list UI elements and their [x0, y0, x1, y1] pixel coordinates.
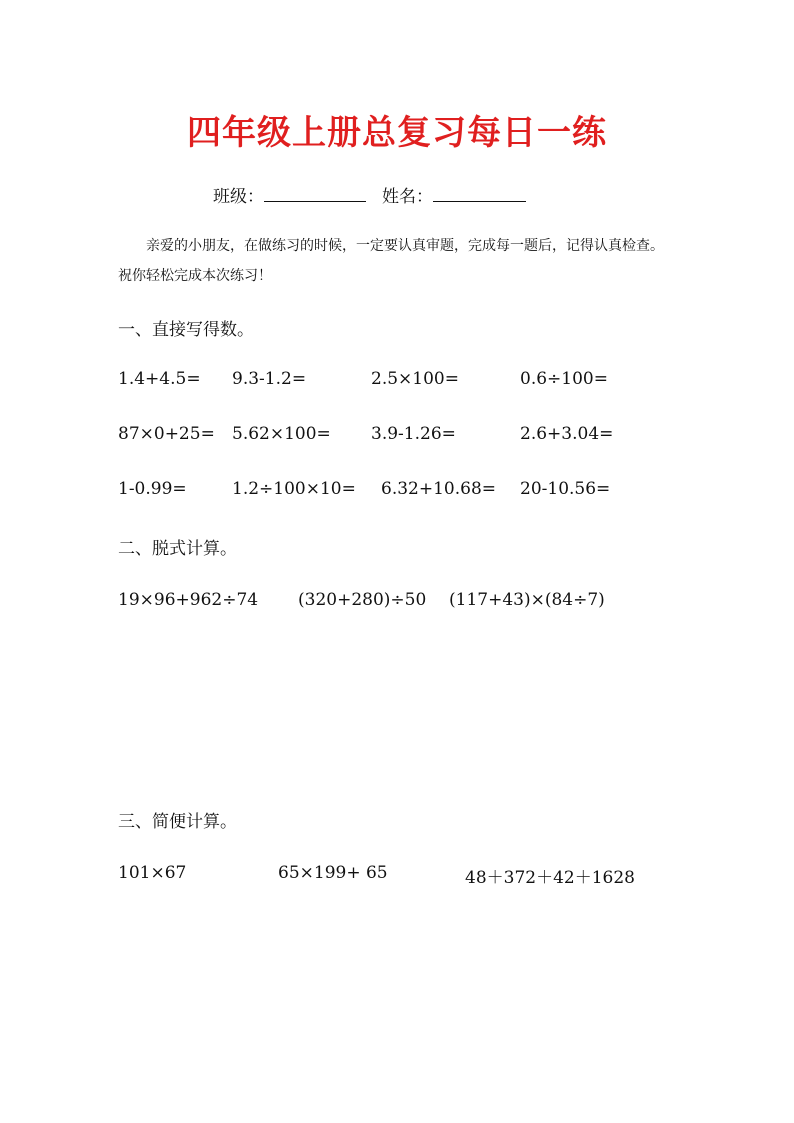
intro-line-2: 祝你轻松完成本次练习！: [118, 268, 272, 284]
problem: 9.3-1.2=: [232, 369, 307, 389]
problem: 65×199+ 65: [278, 863, 388, 883]
problem: 5.62×100=: [232, 424, 331, 444]
problem: 2.6+3.04=: [520, 424, 614, 444]
page-title: 四年级上册总复习每日一练: [187, 113, 607, 153]
name-field: [382, 182, 526, 207]
problem: 19×96+962÷74: [118, 590, 259, 610]
problem: 0.6÷100=: [520, 369, 608, 389]
name-blank: [433, 185, 526, 202]
problem: 1.4+4.5=: [118, 369, 201, 389]
section-heading-stepwise: 二、脱式计算。: [118, 539, 237, 559]
problem: (320+280)÷50: [298, 590, 427, 610]
section-heading-direct: 一、直接写得数。: [118, 320, 254, 340]
problem: 1.2÷100×10=: [232, 479, 356, 499]
problem: (117+43)×(84÷7): [449, 590, 605, 610]
problem: 1-0.99=: [118, 479, 187, 499]
problem: 48＋372＋42＋1628: [465, 868, 635, 888]
intro-line-1: 亲爱的小朋友，在做练习的时候，一定要认真审题，完成每一题后，记得认真检查。: [146, 238, 664, 254]
problem: 3.9-1.26=: [371, 424, 456, 444]
problem: 101×67: [118, 863, 187, 883]
problem: 2.5×100=: [371, 369, 459, 389]
name-label: 姓名：: [382, 187, 433, 207]
class-field: [213, 182, 366, 207]
problem: 87×0+25=: [118, 424, 215, 444]
class-blank: [264, 185, 366, 202]
problem: 20-10.56=: [520, 479, 611, 499]
section-heading-simplify: 三、简便计算。: [118, 812, 237, 832]
problem: 6.32+10.68=: [381, 479, 497, 499]
class-label: 班级：: [213, 187, 264, 207]
